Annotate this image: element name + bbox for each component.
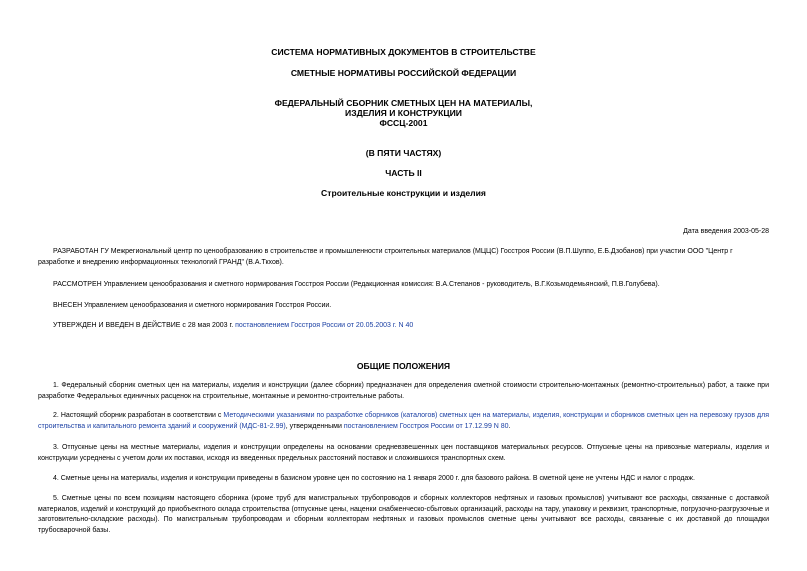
credits-submitted: ВНЕСЕН Управлением ценообразования и сметного нормирования Госстроя России. bbox=[53, 302, 332, 309]
p2-text-end: . bbox=[508, 422, 511, 430]
header-system-title: СИСТЕМА НОРМАТИВНЫХ ДОКУМЕНТОВ В СТРОИТЕЛЬСТВЕ bbox=[271, 47, 536, 57]
header-part-number: ЧАСТЬ II bbox=[385, 168, 422, 178]
approved-text: УТВЕРЖДЕН И ВВЕДЕН В ДЕЙСТВИЕ с 28 мая 2003 г. bbox=[53, 322, 236, 329]
approved-decree-link[interactable]: постановлением Госстроя России от 20.05.2003 г. N 40 bbox=[235, 322, 414, 329]
section-title: ОБЩИЕ ПОЛОЖЕНИЯ bbox=[356, 361, 451, 371]
paragraph-5: 5. Сметные цены по всем позициям настоящего сборника (кроме труб для магистральных трубопроводов и сборных коллекторов нефтяных и газовых промыслов) учитывают все расходы, связанные с доставкой материалов, изделий и конструкций до приобъектного склада строительства (отпускные цены, наценки снабженческо-сбытовых организаций, расходы на тару, упаковку и реквизит, транспортные, погрузочно-разгрузочные и заготовительно-складские расходы). По магистральным трубопроводам и сборным коллекторам нефтяных и газовых промыслов сметные цены учитывают все расходы, связанные с их доставкой до площадки трубосварочной базы. bbox=[38, 495, 769, 534]
methodical-guidelines-link[interactable]: Методическими указаниями по разработке сборников (каталогов) сметных цен на материалы, изделия, конструкции и сборников сметных цен на перевозку грузов для строительства и капитального ремонта зданий и сооружений (МДС-81-2.99) bbox=[38, 412, 769, 430]
credits-approved bbox=[38, 321, 769, 332]
header-collection-subtitle: ИЗДЕЛИЯ И КОНСТРУКЦИИ bbox=[345, 108, 462, 118]
effective-date: Дата введения 2003-05-28 bbox=[683, 228, 769, 235]
header-collection-title: ФЕДЕРАЛЬНЫЙ СБОРНИК СМЕТНЫХ ЦЕН НА МАТЕРИАЛЫ, bbox=[274, 98, 533, 108]
p2-text-start: 2. Настоящий сборник разработан в соответствии с bbox=[53, 412, 224, 419]
paragraph-2 bbox=[38, 411, 769, 432]
header-parts-count: (В ПЯТИ ЧАСТЯХ) bbox=[365, 148, 442, 158]
credits-reviewed: РАССМОТРЕН Управлением ценообразования и сметного нормирования Госстроя России (Редакционная комиссия: В.А.Степанов - руководитель, В.Г.Козьмодемьянский, П.В.Голубева). bbox=[53, 281, 660, 288]
header-normatives-title: СМЕТНЫЕ НОРМАТИВЫ РОССИЙСКОЙ ФЕДЕРАЦИИ bbox=[290, 68, 517, 78]
paragraph-3: 3. Отпускные цены на местные материалы, изделия и конструкции определены на основании средневзвешенных цен поставщиков материальных ресурсов. Отпускные цены на привозные материалы, изделия и конструкции усреднены с учетом доли их поставки, исходя из введенных предельных расстояний поставок и сложившихся транспортных схем. bbox=[38, 444, 769, 462]
p2-text-middle: , утвержденными bbox=[285, 422, 344, 430]
gosstroy-decree-link[interactable]: постановлением Госстроя России от 17.12.99 N 80 bbox=[343, 422, 509, 430]
header-code: ФССЦ-2001 bbox=[379, 118, 428, 128]
paragraph-1: 1. Федеральный сборник сметных цен на материалы, изделия и конструкции (далее сборник) предназначен для определения сметной стоимости строительно-монтажных (ремонтно-строительных) работ, а также при разработке Федеральных единичных расценок на строительные, монтажные и ремонтно-строительные работы. bbox=[38, 382, 769, 400]
paragraph-4: 4. Сметные цены на материалы, изделия и конструкции приведены в базисном уровне цен по состоянию на 1 января 2000 г. для базового района. В сметной цене не учтены НДС и налог с продаж. bbox=[53, 475, 695, 482]
header-part-name: Строительные конструкции и изделия bbox=[321, 188, 486, 198]
credits-developed: РАЗРАБОТАН ГУ Межрегиональный центр по ценообразованию в строительстве и промышленности строительных материалов (МЦЦС) Госстроя России (В.П.Шуппо, Е.Б.Дзобанов) при участии ООО "Центр г разработке и внедрению информационных технологий ГРАНД" (В.А.Ткхов). bbox=[38, 248, 733, 266]
